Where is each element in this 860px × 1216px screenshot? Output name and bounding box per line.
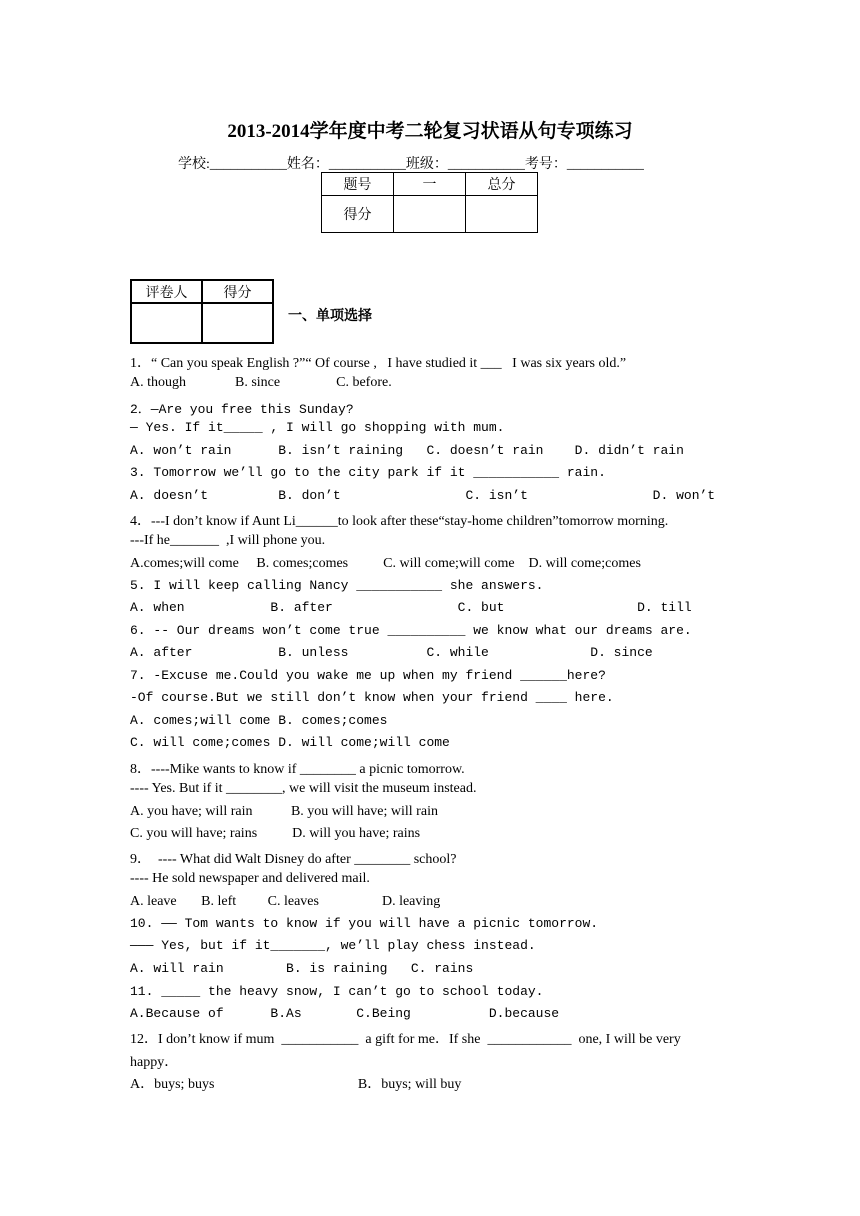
question-line: A. won’t rain B. isn’t raining C. doesn’t rain D. didn’t rain — [130, 443, 684, 458]
question-line: -Of course.But we still don’t know when your friend ____ here. — [130, 690, 614, 705]
question-line: A.comes;will come B. comes;comes C. will come;will come D. will come;comes — [130, 556, 641, 571]
question-line: A.Because of B.As C.Being D.because — [130, 1006, 560, 1021]
question-line: A．buys; buys B．buys; will buy — [130, 1077, 462, 1092]
question-line: 11. _____ the heavy snow, I can’t go to school today. — [130, 984, 544, 999]
question-line: 3. Tomorrow we’ll go to the city park if it ___________ rain. — [130, 465, 606, 480]
score-table — [321, 172, 538, 233]
question-line: A. leave B. left C. leaves D. leaving — [130, 894, 441, 909]
question-line: 1．“ Can you speak English ?”“ Of course , I have studied it ___ I was six years old.” — [130, 356, 627, 371]
question-line: 7. -Excuse me.Could you wake me up when my friend ______here? — [130, 668, 606, 683]
reviewer-table-cell — [131, 303, 202, 343]
question-line: 10. —— Tom wants to know if you will have a picnic tomorrow. — [130, 916, 599, 931]
score-table-header-cell: 一 — [394, 173, 466, 196]
reviewer-table — [130, 279, 274, 344]
reviewer-table-header-cell: 得分 — [202, 280, 273, 303]
question-line: A. when B. after C. but D. till — [130, 600, 692, 615]
question-line: ---If he_______ ,I will phone you. — [130, 533, 326, 548]
score-table-row-label: 得分 — [322, 196, 394, 233]
question-line: 5. I will keep calling Nancy ___________ she answers. — [130, 578, 544, 593]
question-line: A. will rain B. is raining C. rains — [130, 961, 474, 976]
question-line: C. will come;comes D. will come;will come — [130, 735, 450, 750]
reviewer-table-header-cell: 评卷人 — [131, 280, 202, 303]
score-table-cell — [466, 196, 538, 233]
student-info-line: 学校:___________姓名：___________班级：___________考号：___________ — [178, 157, 644, 172]
question-line: A. after B. unless C. while D. since — [130, 645, 653, 660]
question-line: ——— Yes, but if it_______, we’ll play chess instead. — [130, 938, 536, 953]
score-table-header-cell: 题号 — [322, 173, 394, 196]
question-line: ---- He sold newspaper and delivered mail. — [130, 871, 370, 886]
question-line: 9． ---- What did Walt Disney do after ________ school? — [130, 852, 457, 867]
score-table-header-cell: 总分 — [466, 173, 538, 196]
question-line: 12．I don’t know if mum ___________ a gift for me．If she ____________ one, I will be very — [130, 1032, 681, 1047]
question-line: A. doesn’t B. don’t C. isn’t D. won’t — [130, 488, 716, 503]
question-line: 6. -- Our dreams won’t come true __________ we know what our dreams are. — [130, 623, 692, 638]
question-line: ---- Yes. But if it ________, we will visit the museum instead. — [130, 781, 477, 796]
page-title: 2013-2014学年度中考二轮复习状语从句专项练习 — [227, 121, 633, 142]
question-line: 2．—Are you free this Sunday? — [130, 402, 354, 417]
reviewer-table-cell — [202, 303, 273, 343]
question-line: A. though B. since C. before. — [130, 375, 392, 390]
question-line: A. you have; will rain B. you will have; will rain — [130, 804, 438, 819]
question-line: 4．---I don’t know if Aunt Li______to look after these“stay-home children”tomorrow morning. — [130, 514, 669, 529]
question-line: — Yes. If it_____ , I will go shopping with mum. — [130, 420, 505, 435]
question-line: happy． — [130, 1055, 179, 1070]
score-table-cell — [394, 196, 466, 233]
question-line: C. you will have; rains D. will you have; rains — [130, 826, 421, 841]
question-line: A. comes;will come B. comes;comes — [130, 713, 388, 728]
section-title: 一、单项选择 — [288, 309, 372, 324]
question-line: 8．----Mike wants to know if ________ a picnic tomorrow. — [130, 762, 465, 777]
